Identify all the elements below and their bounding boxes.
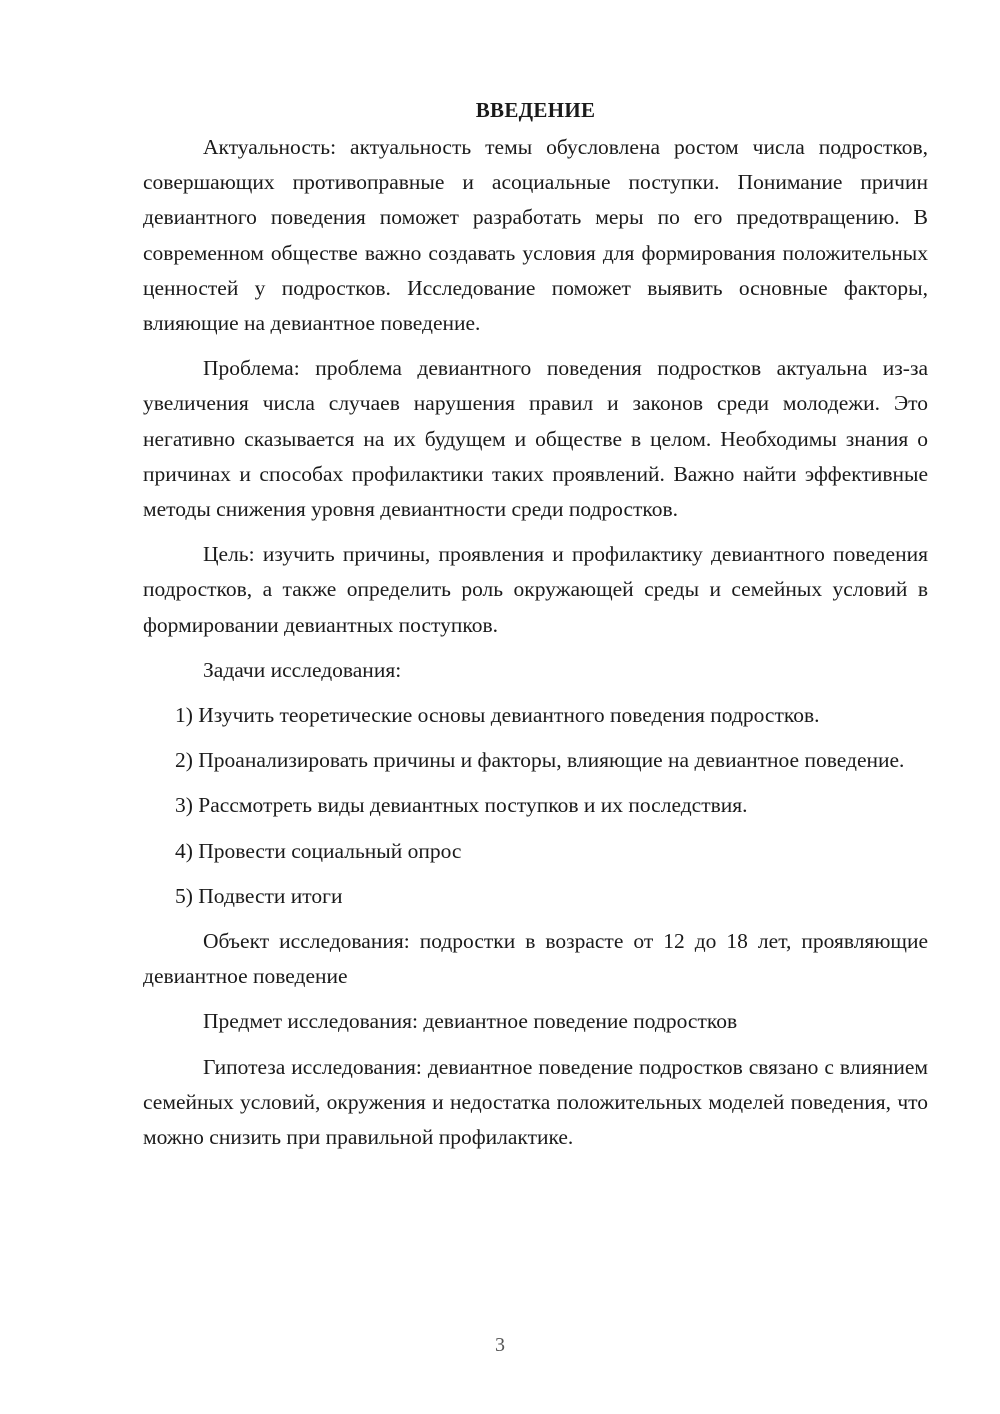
task-item-1: 1) Изучить теоретические основы девиантного поведения подростков. — [175, 703, 820, 728]
paragraph-object: Объект исследования: подростки в возрасте от 12 до 18 лет, проявляющие девиантное поведение — [143, 929, 928, 989]
paragraph-goal: Цель: изучить причины, проявления и профилактику девиантного поведения подростков, а также определить роль окружающей среды и семейных условий в формировании девиантных поступков. — [143, 542, 928, 637]
task-item-2: 2) Проанализировать причины и факторы, влияющие на девиантное поведение. — [175, 748, 905, 773]
document-page — [143, 92, 928, 1165]
paragraph-subject: Предмет исследования: девиантное поведение подростков — [203, 1009, 738, 1034]
task-item-5: 5) Подвести итоги — [175, 883, 343, 908]
page-title: ВВЕДЕНИЕ — [475, 98, 596, 122]
paragraph-hypothesis: Гипотеза исследования: девиантное поведение подростков связано с влиянием семейных условий, окружения и недостатка положительных моделей поведения, что можно снизить при правильной профилактике. — [143, 1054, 928, 1150]
paragraph-relevance: Актуальность: актуальность темы обусловлена ростом числа подростков, совершающих противоправные и асоциальные поступки. Понимание причин девиантного поведения поможет разработать меры по его предотвращению. В современном обществе важно создавать условия для формирования положительных ценностей у подростков. Исследование поможет выявить основные факторы, влияющие на девиантное поведение. — [143, 135, 928, 336]
page-number: 3 — [495, 1334, 505, 1356]
task-item-4: 4) Провести социальный опрос — [175, 838, 462, 863]
task-item-3: 3) Рассмотреть виды девиантных поступков и их последствия. — [175, 793, 748, 818]
paragraph-problem: Проблема: проблема девиантного поведения подростков актуальна из-за увеличения числа случаев нарушения правил и законов среди молодежи. Это негативно сказывается на их будущем и обществе в целом. Необходимы знания о причинах и способах профилактики таких проявлений. Важно найти эффективные методы снижения уровня девиантности среди подростков. — [143, 356, 928, 522]
paragraph-tasks-heading: Задачи исследования: — [203, 657, 402, 682]
